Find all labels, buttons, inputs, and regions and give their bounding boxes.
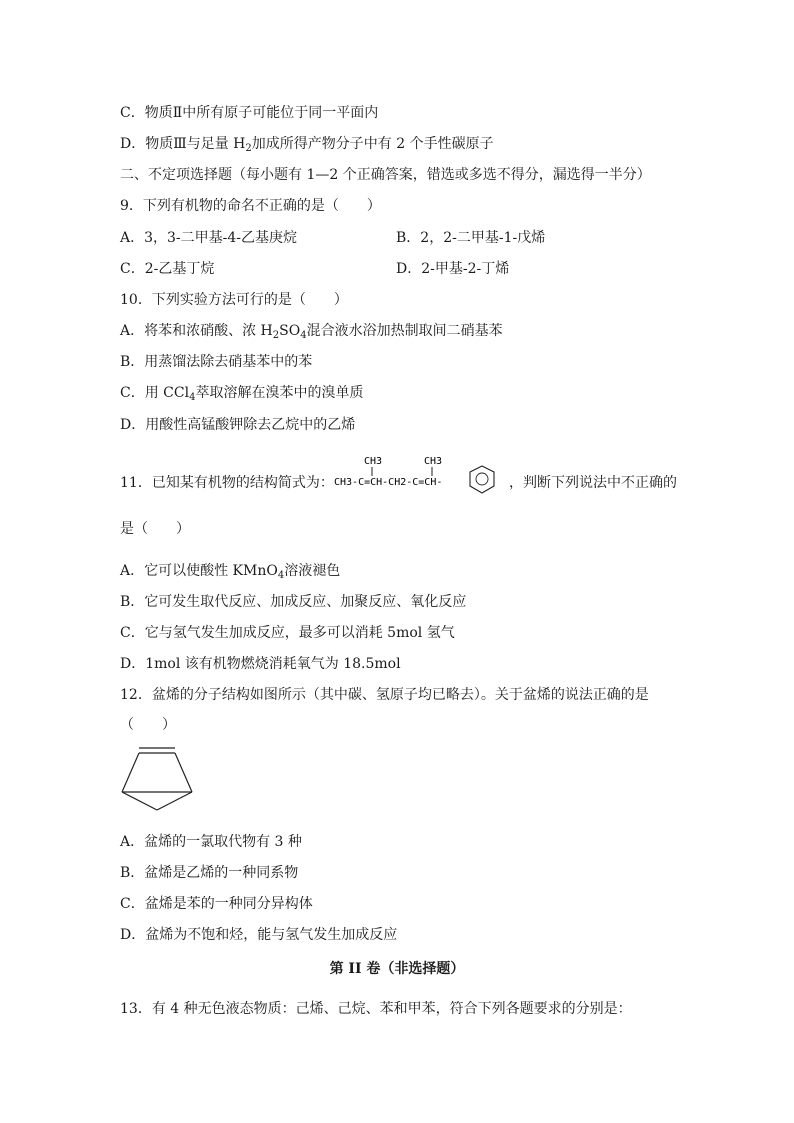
q11-stem-tail: ，判断下列说法中不正确的	[509, 475, 677, 491]
q11-option-c: C．它与氢气发生加成反应，最多可以消耗 5mol 氢气	[120, 625, 455, 641]
q8-option-d: D．物质Ⅲ与足量 $H_2$加成所得产物分子中有 2 个手性碳原子	[120, 136, 494, 154]
part-2-title: 第 II 卷（非选择题）	[329, 961, 465, 977]
q8-option-c: C．物质Ⅱ中所有原子可能位于同一平面内	[120, 105, 379, 121]
q12-stem-cont: （ ）	[120, 717, 176, 733]
q12-option-b: B．盆烯是乙烯的一种同系物	[120, 865, 299, 881]
q9-option-c: C．2-乙基丁烷	[120, 261, 215, 277]
q11-structure-formula	[334, 452, 504, 508]
benzene-ring-icon	[470, 466, 494, 493]
q9-option-a: A．3，3-二甲基-4-乙基庚烷	[120, 230, 298, 246]
q10-option-b: B．用蒸馏法除去硝基苯中的苯	[120, 354, 313, 370]
q13-stem: 13．有 4 种无色液态物质：己烯、己烷、苯和甲苯，符合下列各题要求的分别是：	[120, 1001, 632, 1017]
q12-stem: 12．盆烯的分子结构如图所示（其中碳、氢原子均已略去）。关于盆烯的说法正确的是	[120, 687, 649, 703]
q10-option-c: C．用 CCl$_4$萃取溶解在溴苯中的溴单质	[120, 385, 364, 403]
struct-methyl-2: CH3	[424, 456, 443, 467]
q11-option-b: B．它可发生取代反应、加成反应、加聚反应、氧化反应	[120, 594, 467, 610]
q12-option-d: D．盆烯为不饱和烃，能与氢气发生加成反应	[120, 927, 398, 943]
q11-stem-cont: 是（ ）	[120, 521, 190, 537]
q11-option-a: A．它可以使酸性 KMnO$_4$溶液褪色	[120, 563, 341, 581]
q9-option-b: B．2，2-二甲基-1-戊烯	[396, 230, 546, 246]
q10-stem: 10．下列实验方法可行的是（ ）	[120, 292, 348, 308]
q10-option-a: A．将苯和浓硝酸、浓 $H_2SO_4$混合液水浴加热制取间二硝基苯	[120, 323, 503, 341]
q9-stem: 9．下列有机物的命名不正确的是（ ）	[120, 198, 381, 214]
q9-option-d: D．2-甲基-2-丁烯	[396, 261, 510, 277]
q12-option-a: A．盆烯的一氯取代物有 3 种	[120, 834, 302, 850]
q11-stem: 11．已知某有机物的结构简式为：	[120, 475, 334, 491]
q11-option-d: D．1mol 该有机物燃烧消耗氧气为 18.5mol	[120, 656, 401, 672]
struct-main-chain: CH3-C=CH-CH2-C=CH-	[334, 477, 443, 488]
struct-methyl-1: CH3	[364, 456, 383, 467]
q10-option-d: D．用酸性高锰酸钾除去乙烷中的乙烯	[120, 417, 356, 433]
section-2-header: 二、不定项选择题（每小题有 1—2 个正确答案，错选或多选不得分，漏选得一半分）	[120, 167, 651, 183]
benzvalene-structure-diagram	[118, 742, 198, 822]
q12-option-c: C．盆烯是苯的一种同分异构体	[120, 896, 313, 912]
